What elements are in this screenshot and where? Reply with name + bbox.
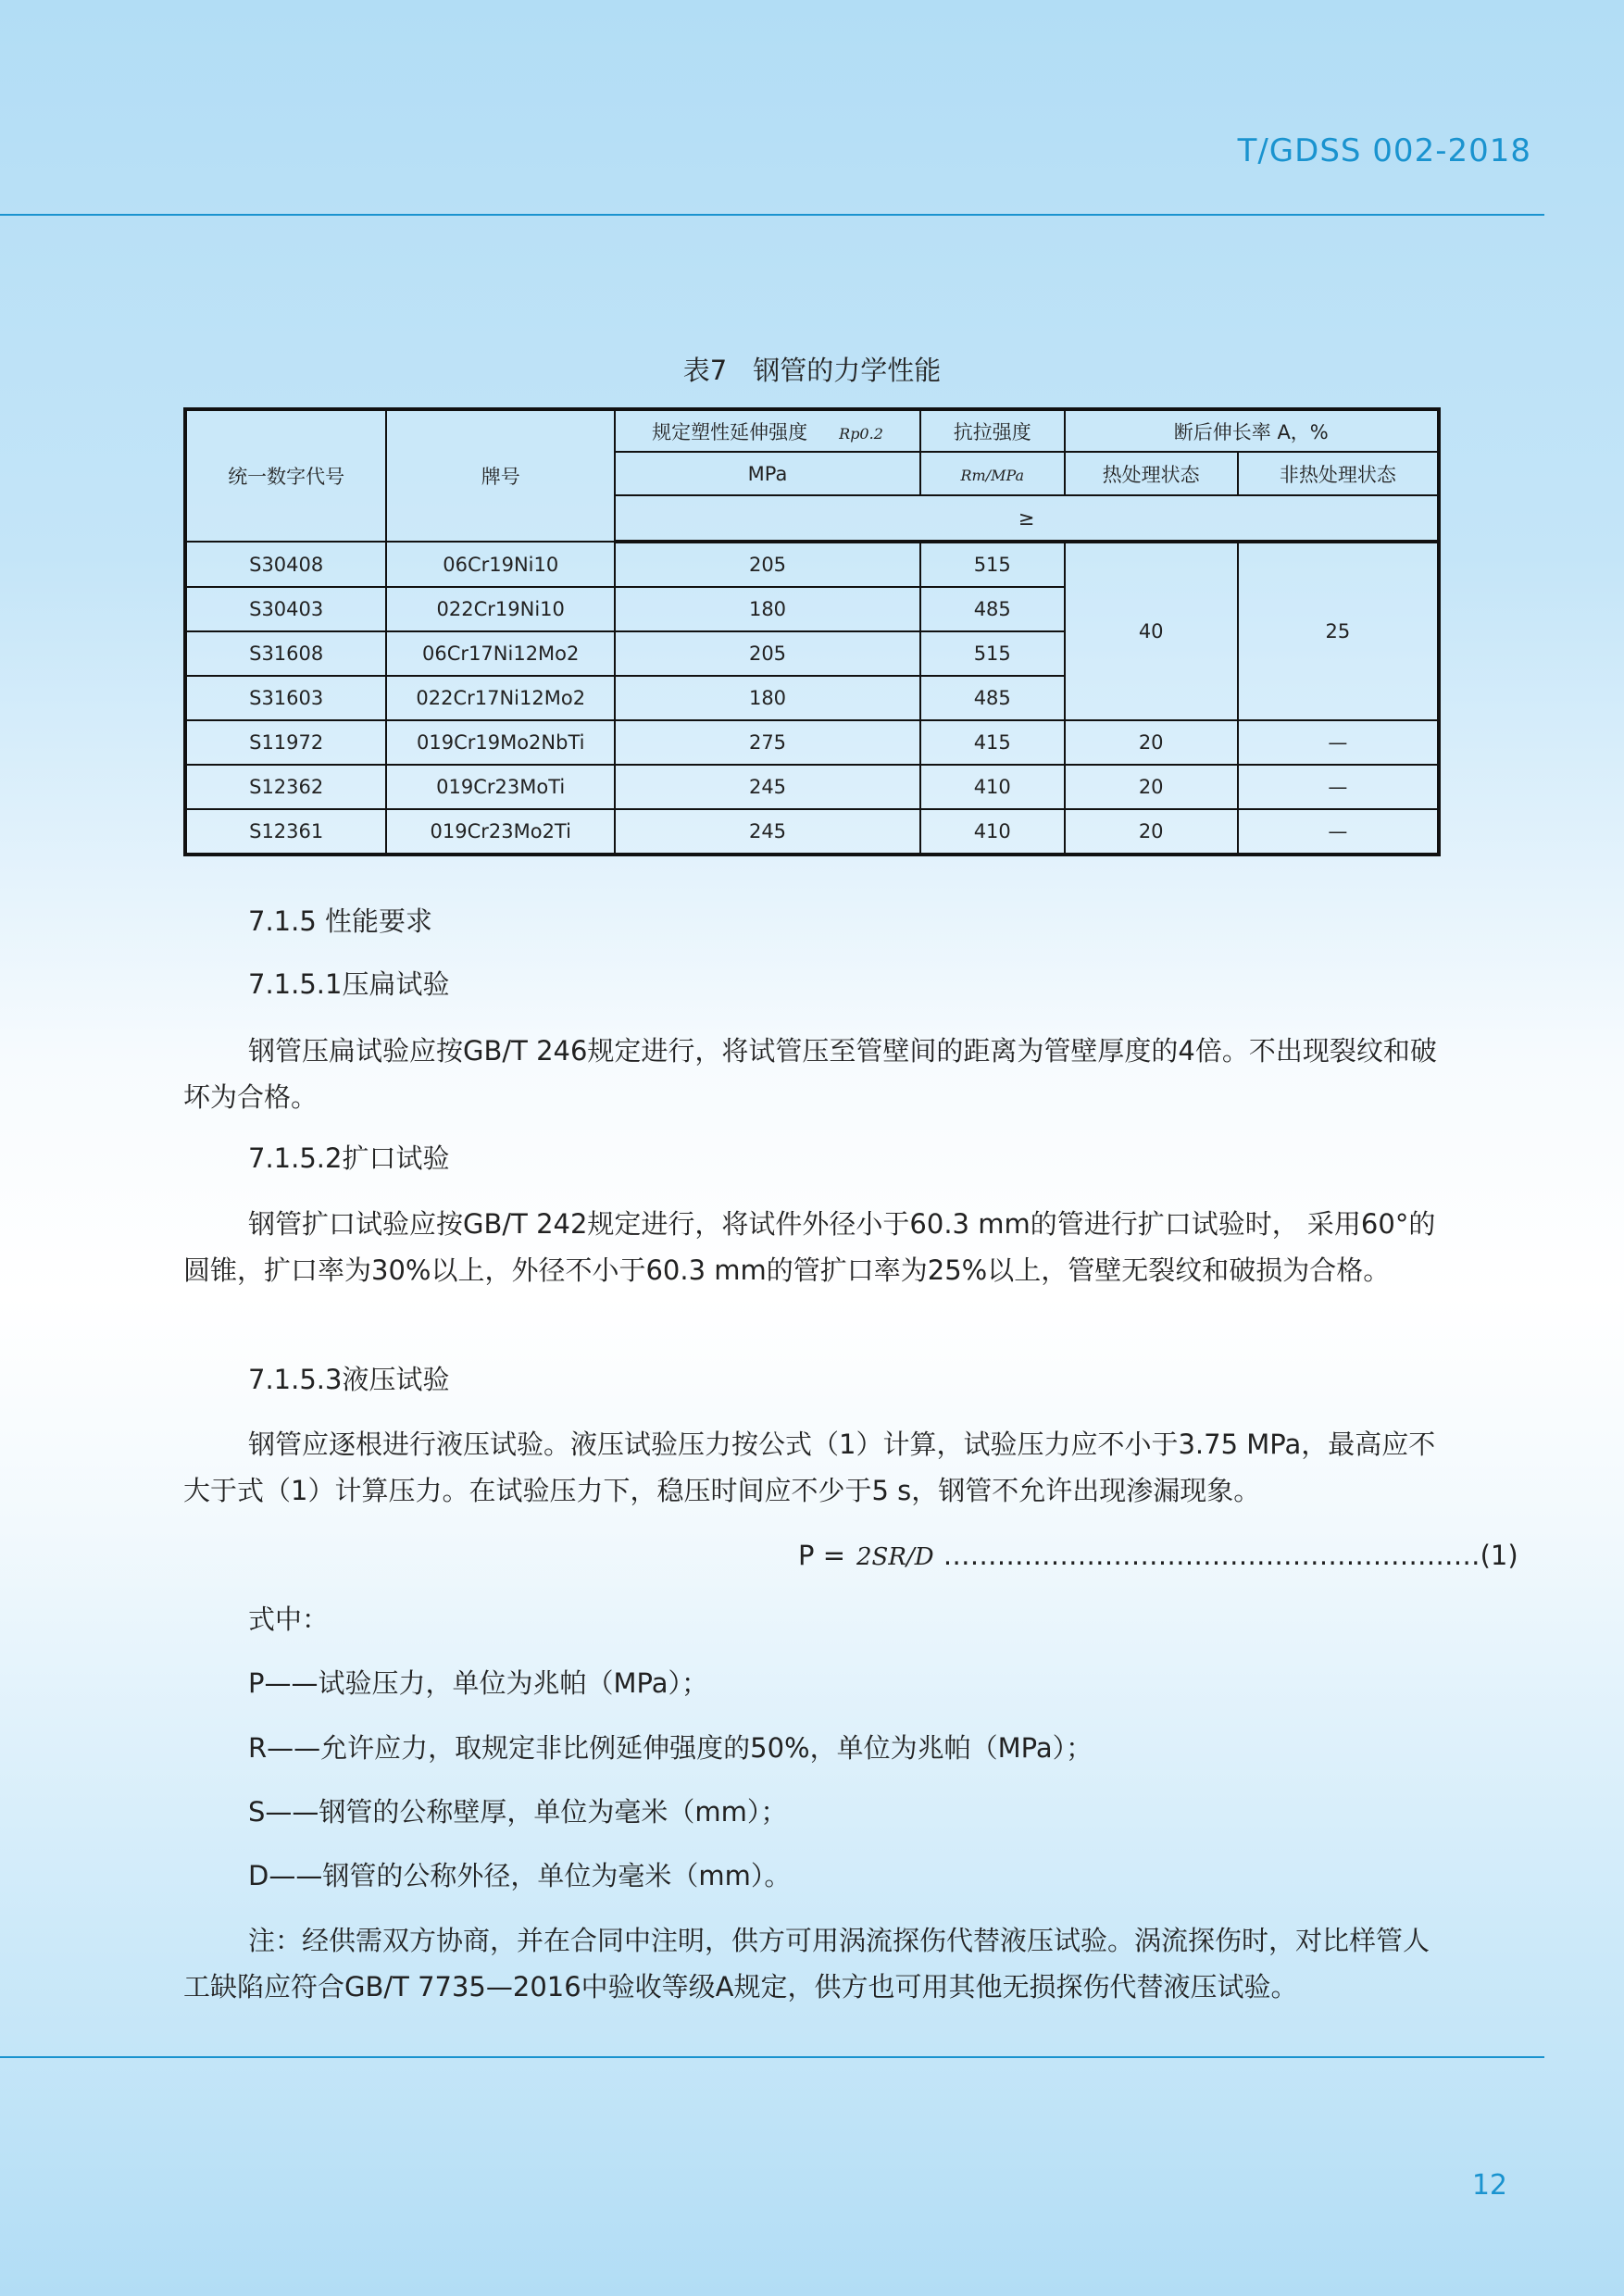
header-tensile-unit: Rm/MPa	[920, 452, 1065, 495]
cell-yield: 205	[615, 631, 920, 676]
cell-heat: 20	[1065, 809, 1238, 855]
cell-tensile: 515	[920, 542, 1065, 587]
definition-d: D——钢管的公称外径，单位为毫米（mm）。	[248, 1860, 792, 1891]
definition-r: R——允许应力，取规定非比例延伸强度的50%，单位为兆帕（MPa）；	[248, 1732, 1093, 1764]
mechanical-properties-table	[183, 407, 1441, 856]
formula-number: (1)	[1480, 1540, 1518, 1571]
cell-grade: 019Cr23Mo2Ti	[386, 809, 615, 855]
paragraph-flare-test: 钢管扩口试验应按GB/T 242规定进行，将试件外径小于60.3 mm的管进行扩口试验时， 采用60°的圆锥，扩口率为30%以上，外径不小于60.3 mm的管扩口率为25%以上，管壁无裂纹和破损为合格。	[183, 1208, 1436, 1286]
header-min: ≥	[615, 495, 1439, 542]
cell-heat: 20	[1065, 720, 1238, 765]
cell-heat: 20	[1065, 765, 1238, 809]
cell-yield: 205	[615, 542, 920, 587]
table-title	[0, 350, 1624, 388]
cell-grade: 06Cr19Ni10	[386, 542, 615, 587]
definition-s: S——钢管的公称壁厚，单位为毫米（mm）；	[248, 1796, 788, 1828]
where-label: 式中：	[248, 1603, 330, 1635]
section-heading-7-1-5: 7.1.5 性能要求	[248, 905, 433, 937]
cell-nonheat: —	[1238, 765, 1439, 809]
cell-code: S30403	[185, 587, 386, 631]
header-heat-treated: 热处理状态	[1065, 452, 1238, 495]
paragraph-hydro-test: 钢管应逐根进行液压试验。液压试验压力按公式（1）计算，试验压力应不小于3.75 MPa，最高应不大于式（1）计算压力。在试验压力下，稳压时间应不少于5 s，钢管不允许出现渗漏现象。	[183, 1429, 1436, 1506]
cell-yield: 275	[615, 720, 920, 765]
section-heading-7-1-5-3: 7.1.5.3液压试验	[248, 1364, 450, 1395]
header-yield-unit: MPa	[615, 452, 920, 495]
standard-code: T/GDSS 002-2018	[1237, 132, 1531, 169]
cell-nonheat: —	[1238, 809, 1439, 855]
cell-yield: 180	[615, 587, 920, 631]
cell-tensile: 485	[920, 676, 1065, 720]
table-row	[185, 720, 1439, 765]
header-tensile: 抗拉强度	[920, 409, 1065, 452]
cell-yield: 180	[615, 676, 920, 720]
cell-grade: 019Cr19Mo2NbTi	[386, 720, 615, 765]
cell-nonheat: —	[1238, 720, 1439, 765]
page-number: 12	[1471, 2169, 1507, 2202]
cell-code: S31608	[185, 631, 386, 676]
header-non-heat-treated: 非热处理状态	[1238, 452, 1439, 495]
section-heading-7-1-5-1: 7.1.5.1压扁试验	[248, 968, 450, 1000]
table-row	[185, 542, 1439, 587]
cell-tensile: 410	[920, 765, 1065, 809]
cell-heat-merged: 40	[1065, 542, 1238, 720]
cell-tensile: 515	[920, 631, 1065, 676]
section-heading-7-1-5-2: 7.1.5.2扩口试验	[248, 1142, 450, 1174]
table-number: 表7	[682, 355, 728, 386]
header-code: 统一数字代号	[185, 409, 386, 542]
cell-yield: 245	[615, 765, 920, 809]
formula-expression: 2SR/D	[856, 1543, 934, 1571]
table-caption: 钢管的力学性能	[753, 355, 942, 386]
cell-code: S12361	[185, 809, 386, 855]
cell-grade: 019Cr23MoTi	[386, 765, 615, 809]
cell-grade: 022Cr17Ni12Mo2	[386, 676, 615, 720]
header-grade: 牌号	[386, 409, 615, 542]
cell-grade: 06Cr17Ni12Mo2	[386, 631, 615, 676]
cell-nonheat-merged: 25	[1238, 542, 1439, 720]
table-row	[185, 809, 1439, 855]
cell-grade: 022Cr19Ni10	[386, 587, 615, 631]
header-elongation: 断后伸长率 A，%	[1065, 409, 1439, 452]
cell-yield: 245	[615, 809, 920, 855]
cell-tensile: 415	[920, 720, 1065, 765]
header-yield: 规定塑性延伸强度 Rp0.2	[615, 409, 920, 452]
cell-code: S30408	[185, 542, 386, 587]
table-row	[185, 765, 1439, 809]
formula-leader: ……………………………………………………	[943, 1540, 1480, 1571]
cell-code: S11972	[185, 720, 386, 765]
cell-tensile: 410	[920, 809, 1065, 855]
paragraph-flatten-test: 钢管压扁试验应按GB/T 246规定进行，将试管压至管壁间的距离为管壁厚度的4倍。不出现裂纹和破坏为合格。	[183, 1035, 1437, 1113]
formula-1	[798, 1532, 1518, 1580]
cell-tensile: 485	[920, 587, 1065, 631]
yield-symbol: Rp0.2	[839, 424, 883, 443]
cell-code: S12362	[185, 765, 386, 809]
footer-rule	[0, 2056, 1544, 2058]
definition-p: P——试验压力，单位为兆帕（MPa）；	[248, 1667, 708, 1699]
formula-lhs: P =	[798, 1540, 846, 1571]
note-paragraph: 注：经供需双方协商，并在合同中注明，供方可用涡流探伤代替液压试验。涡流探伤时，对比样管人工缺陷应符合GB/T 7735—2016中验收等级A规定，供方也可用其他无损探伤代替液压试验。	[183, 1925, 1430, 2003]
cell-code: S31603	[185, 676, 386, 720]
header-rule	[0, 214, 1544, 216]
